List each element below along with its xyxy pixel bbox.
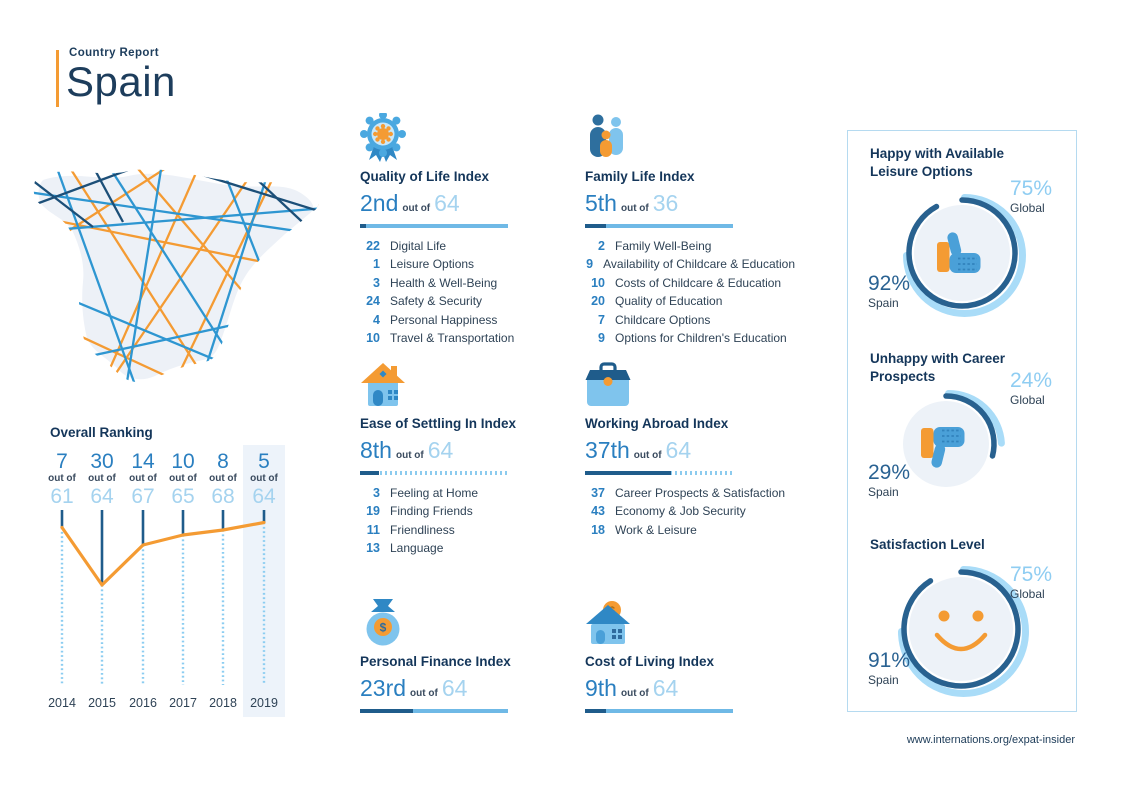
subcategory-row: [360, 523, 570, 537]
spain-percent: 29%: [868, 461, 911, 484]
index-card-cost-of-living: [585, 598, 795, 713]
subcategory-row: [585, 523, 795, 537]
out-of-label: out of: [620, 203, 649, 214]
rank-total: 64: [652, 675, 679, 701]
subcategory-label: Feeling at Home: [390, 485, 479, 500]
year-rank: 8: [217, 450, 229, 473]
year-label: 2019: [250, 696, 278, 710]
global-caption: Global: [1010, 393, 1045, 408]
spain-caption: Spain: [868, 296, 899, 311]
gauge-title: Happy with Available Leisure Options: [870, 146, 1005, 179]
global-percent: 24%: [1010, 369, 1053, 392]
index-rank: [360, 437, 570, 464]
subcategory-row: [585, 294, 795, 308]
subcategory-row: [585, 504, 795, 518]
subcategory-label: Availability of Childcare & Education: [603, 257, 795, 271]
rank-bar: [585, 709, 733, 713]
house-icon: [360, 360, 570, 410]
subcategory-row: [360, 331, 570, 345]
index-title: Personal Finance Index: [360, 654, 511, 669]
index-rank: [585, 190, 795, 217]
year-label: 2014: [48, 696, 76, 710]
subcategory-row: [585, 331, 795, 345]
subcategory-list: [360, 239, 570, 346]
subcategory-row: [585, 239, 795, 253]
page-title: Spain: [66, 58, 176, 105]
global-caption: Global: [1010, 201, 1045, 216]
year-total: 64: [252, 485, 276, 508]
subcategory-label: Costs of Childcare & Education: [615, 275, 782, 290]
index-card-personal-finance: [360, 598, 570, 713]
subcategory-rank: 7: [598, 312, 605, 327]
index-card-ease-of-settling: [360, 360, 570, 560]
survey-results-panel: [847, 130, 1077, 712]
year-rank: 5: [258, 450, 270, 473]
subcategory-label: Travel & Transportation: [390, 331, 515, 345]
year-label: 2017: [169, 696, 197, 710]
year-rank: 14: [131, 450, 155, 473]
footer-url: www.internations.org/expat-insider: [906, 734, 1075, 746]
subcategory-rank: 18: [591, 522, 605, 537]
coin-house-icon: [585, 598, 795, 648]
subcategory-rank: 37: [591, 485, 605, 500]
index-rank: [360, 190, 570, 217]
out-of-label: out of: [209, 473, 237, 484]
report-type-label: Country Report: [69, 47, 159, 59]
subcategory-label: Family Well-Being: [615, 238, 712, 253]
subcategory-row: [360, 276, 570, 290]
out-of-label: out of: [169, 473, 197, 484]
rank-total: 64: [441, 675, 468, 701]
family-icon: [585, 113, 795, 163]
subcategory-rank: 20: [591, 294, 605, 308]
rank-bar: [360, 709, 508, 713]
spain-percent: 91%: [868, 649, 911, 672]
rank-value: 2nd: [360, 190, 399, 216]
index-title: Quality of Life Index: [360, 169, 490, 184]
spain-value: [868, 272, 910, 310]
year-label: 2015: [88, 696, 116, 710]
subcategory-label: Language: [390, 541, 444, 555]
subcategory-row: [360, 294, 570, 308]
spain-silhouette: [39, 174, 314, 380]
overall-ranking-chart: [40, 441, 292, 719]
subcategory-label: Digital Life: [390, 238, 447, 253]
out-of-label: out of: [633, 450, 662, 461]
subcategory-rank: 11: [366, 522, 380, 537]
accent-bar: [56, 50, 59, 107]
subcategory-rank: 9: [598, 331, 605, 345]
index-rank: [585, 437, 795, 464]
spain-map: [33, 162, 333, 402]
medal-icon: [360, 113, 570, 163]
subcategory-label: Work & Leisure: [615, 522, 697, 537]
subcategory-label: Personal Happiness: [390, 312, 498, 327]
year-total: 68: [211, 485, 235, 508]
subcategory-label: Health & Well-Being: [390, 275, 498, 290]
subcategory-label: Options for Children's Education: [615, 331, 787, 345]
index-card-quality-of-life: [360, 113, 570, 350]
subcategory-rank: 13: [366, 541, 380, 555]
global-value: [1010, 563, 1052, 601]
rank-bar: [585, 471, 733, 475]
subcategory-row: [360, 486, 570, 500]
subcategory-rank: 19: [366, 504, 380, 518]
subcategory-label: Quality of Education: [615, 294, 723, 308]
rank-total: 64: [434, 190, 460, 216]
gauge-title: Satisfaction Level: [870, 537, 985, 552]
rank-total: 64: [665, 437, 692, 463]
year-total: 67: [131, 485, 155, 508]
year-label: 2016: [129, 696, 157, 710]
subcategory-row: [360, 541, 570, 555]
index-card-family-life: [585, 113, 795, 350]
spain-value: [868, 461, 910, 499]
year-label: 2018: [209, 696, 237, 710]
moneybag-icon: [360, 598, 570, 648]
subcategory-rank: 10: [366, 331, 380, 345]
global-value: [1010, 177, 1052, 215]
subcategory-rank: 4: [373, 312, 380, 327]
subcategory-row: [585, 276, 795, 290]
rank-value: 5th: [585, 190, 617, 216]
briefcase-icon: [585, 360, 795, 410]
year-rank: 10: [171, 450, 195, 473]
subcategory-list: [585, 239, 795, 346]
index-title: Ease of Settling In Index: [360, 416, 517, 431]
global-percent: 75%: [1010, 563, 1053, 586]
subcategory-rank: 3: [373, 275, 380, 290]
out-of-label: out of: [402, 203, 431, 214]
overall-ranking-title: Overall Ranking: [50, 425, 153, 440]
out-of-label: out of: [88, 473, 116, 484]
subcategory-row: [585, 257, 795, 271]
spain-percent: 92%: [868, 272, 911, 295]
year-total: 64: [90, 485, 114, 508]
subcategory-list: [360, 486, 570, 556]
out-of-label: out of: [250, 473, 278, 484]
global-caption: Global: [1010, 587, 1045, 602]
subcategory-row: [360, 313, 570, 327]
rank-bar: [360, 224, 508, 228]
subcategory-rank: 3: [373, 485, 380, 500]
year-total: 65: [171, 485, 195, 508]
index-rank: [585, 675, 795, 702]
spain-caption: Spain: [868, 673, 899, 688]
spain-value: [868, 649, 910, 687]
out-of-label: out of: [410, 688, 438, 699]
year-total: 61: [50, 485, 74, 508]
out-of-label: out of: [48, 473, 76, 484]
index-title: Working Abroad Index: [585, 416, 729, 431]
global-value: [1010, 369, 1052, 407]
subcategory-label: Safety & Security: [390, 294, 483, 308]
year-rank: 7: [56, 450, 68, 473]
rank-total: 64: [427, 437, 454, 463]
subcategory-row: [585, 313, 795, 327]
rank-value: 8th: [360, 437, 392, 463]
subcategory-rank: 24: [366, 294, 380, 308]
year-rank: 30: [90, 450, 114, 473]
subcategory-label: Childcare Options: [615, 312, 711, 327]
subcategory-label: Friendliness: [390, 522, 455, 537]
subcategory-rank: 9: [586, 257, 594, 271]
rank-value: 23rd: [360, 675, 407, 701]
global-percent: 75%: [1010, 177, 1053, 200]
index-rank: [360, 675, 570, 702]
subcategory-rank: 1: [373, 257, 380, 271]
rank-bar: [360, 471, 508, 475]
rank-total: 36: [652, 190, 679, 216]
subcategory-rank: 43: [591, 504, 605, 518]
subcategory-row: [360, 239, 570, 253]
out-of-label: out of: [395, 450, 424, 461]
rank-value: 37th: [585, 437, 630, 463]
index-title: Family Life Index: [585, 169, 695, 184]
gauge-title: Unhappy with Career Prospects: [870, 351, 1006, 384]
rank-bar: [585, 224, 733, 228]
subcategory-label: Leisure Options: [390, 257, 475, 271]
subcategory-label: Career Prospects & Satisfaction: [615, 485, 786, 500]
subcategory-row: [360, 257, 570, 271]
subcategory-rank: 22: [366, 238, 380, 253]
subcategory-rank: 10: [591, 275, 605, 290]
out-of-label: out of: [129, 473, 157, 484]
subcategory-row: [585, 486, 795, 500]
subcategory-list: [585, 486, 795, 537]
spain-caption: Spain: [868, 485, 899, 500]
index-title: Cost of Living Index: [585, 654, 715, 669]
rank-trend-line: [62, 523, 264, 586]
subcategory-rank: 2: [598, 238, 605, 253]
subcategory-label: Economy & Job Security: [615, 504, 746, 518]
subcategory-row: [360, 504, 570, 518]
subcategory-label: Finding Friends: [390, 504, 473, 518]
svg-text:$: $: [379, 620, 387, 635]
rank-value: 9th: [585, 675, 617, 701]
out-of-label: out of: [620, 688, 649, 699]
index-card-working-abroad: [585, 360, 795, 541]
